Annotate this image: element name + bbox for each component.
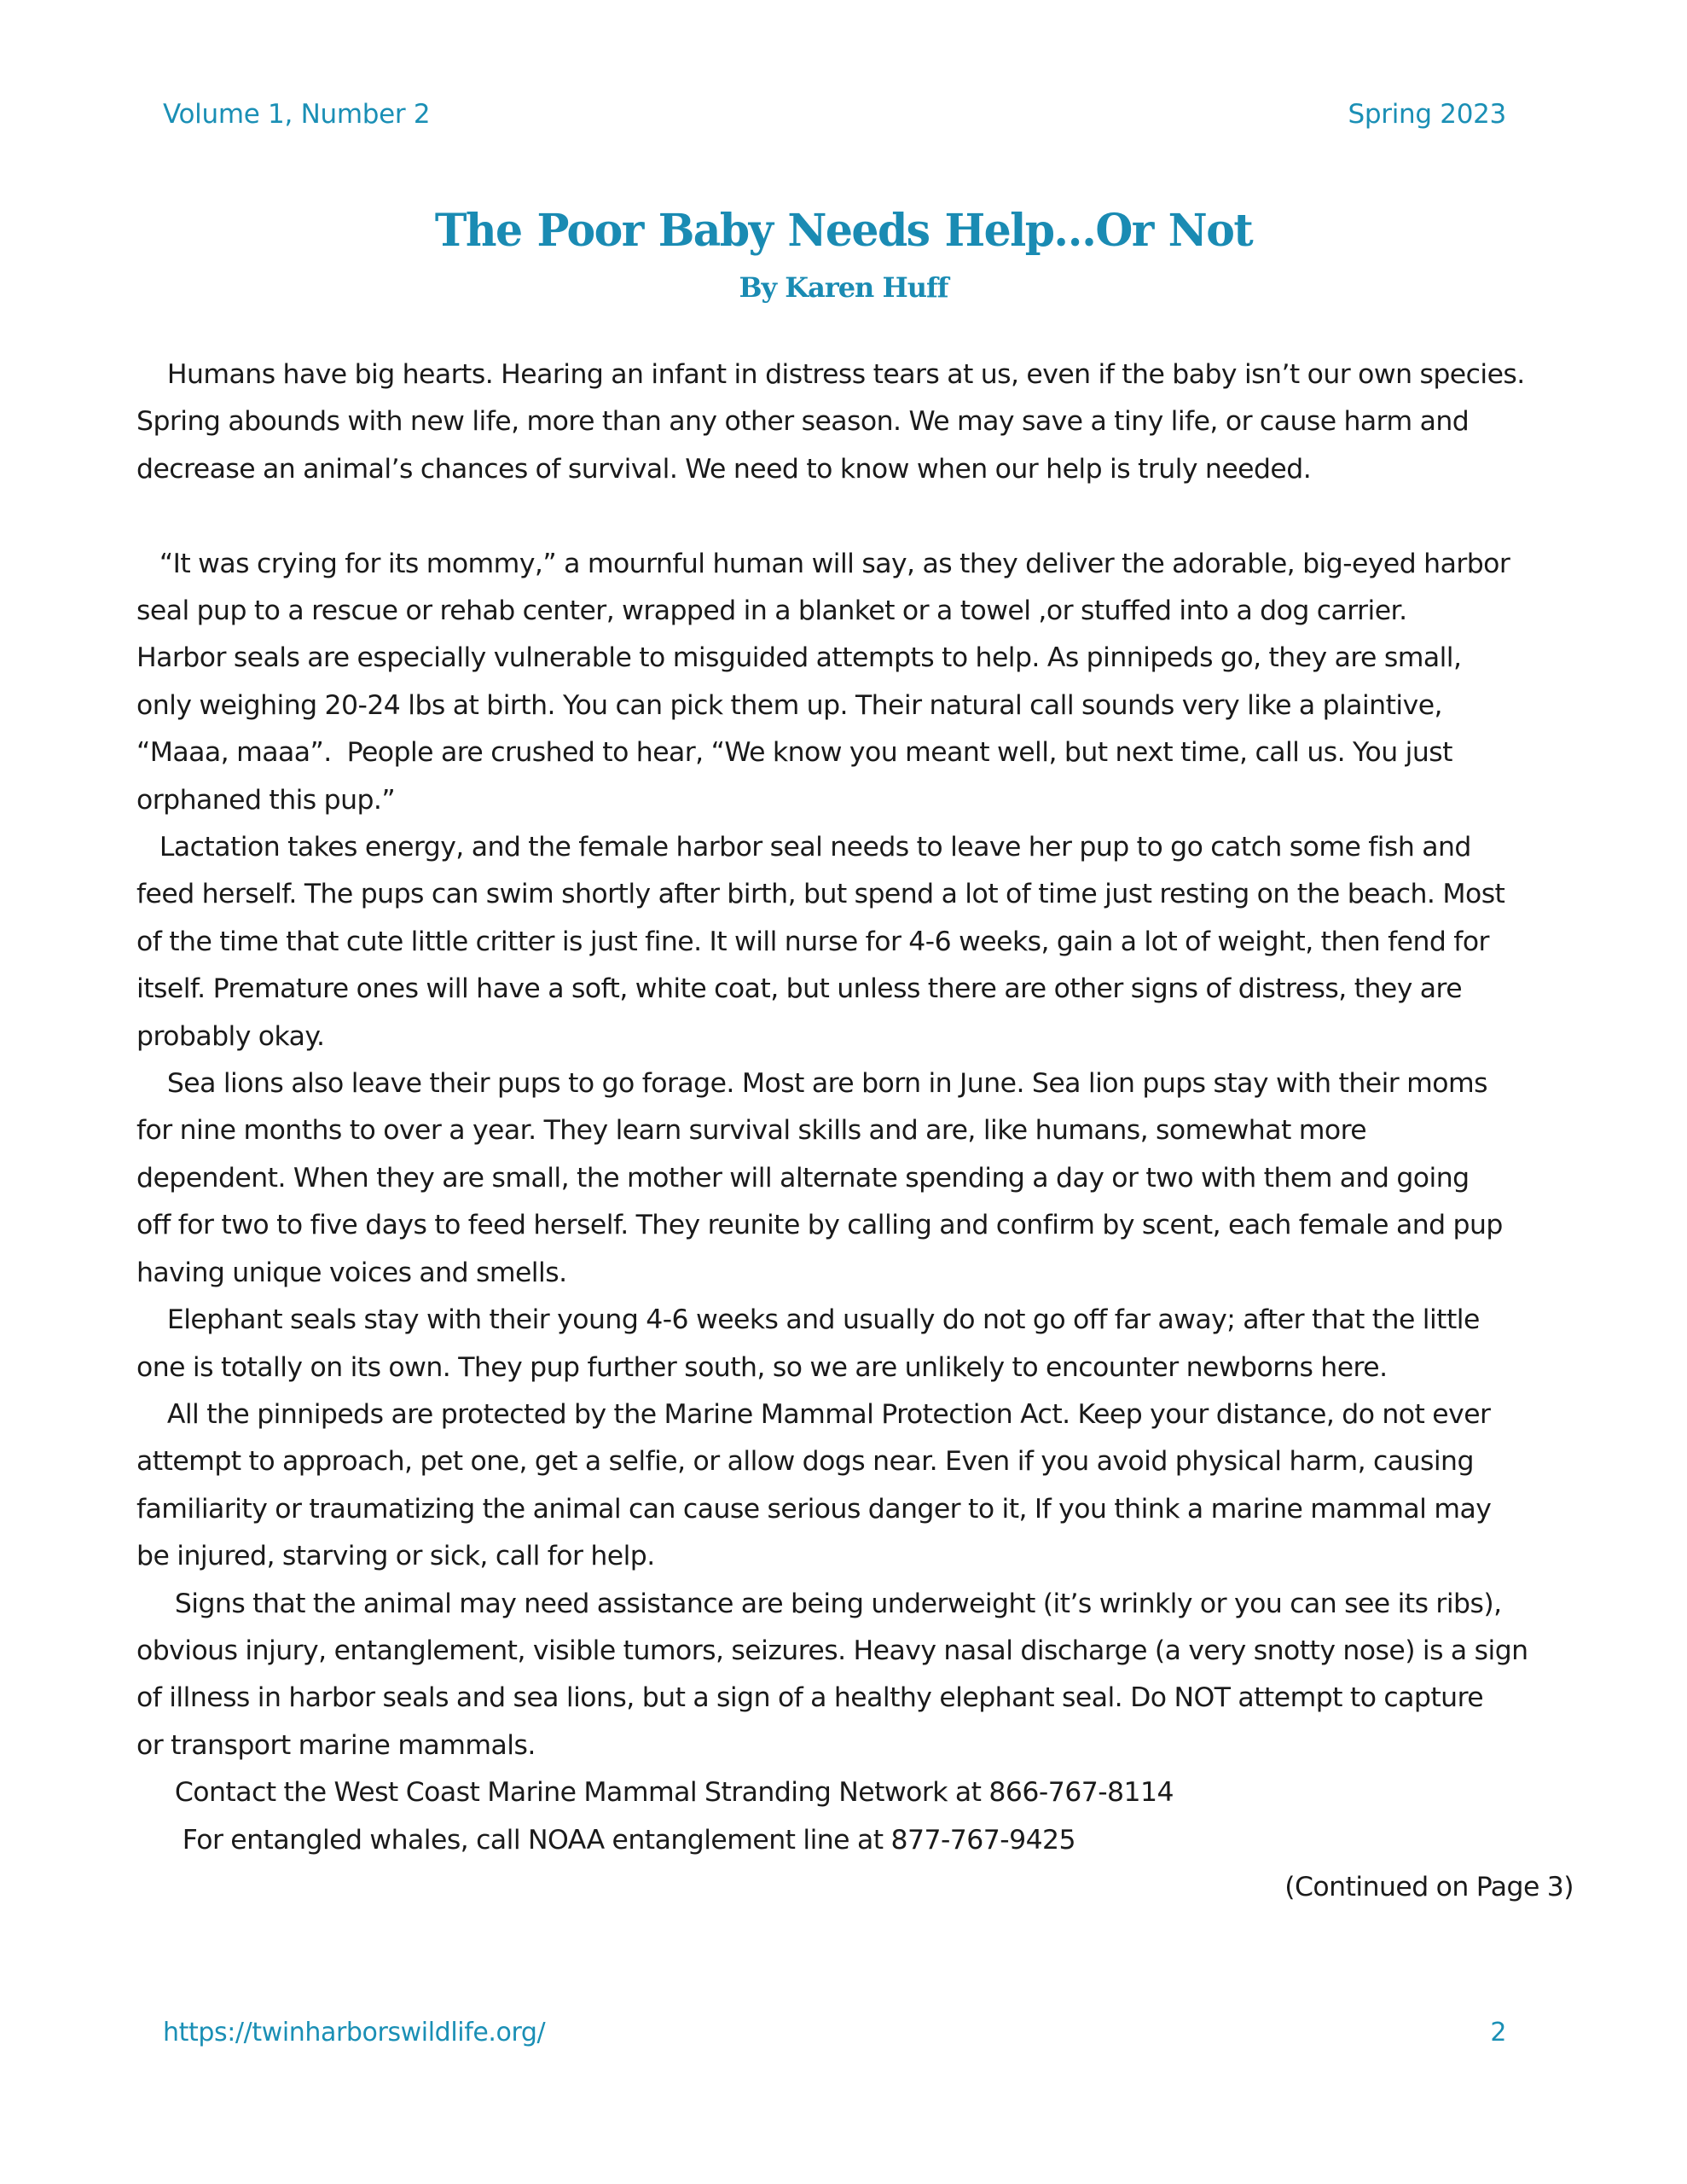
body-line: Harbor seals are especially vulnerable to misguided attempts to help. As pinnipeds go, they are small, xyxy=(136,642,1462,674)
body-line: Humans have big hearts. Hearing an infant in distress tears at us, even if the baby isn’t our own species. xyxy=(136,359,1525,390)
body-line: having unique voices and smells. xyxy=(136,1257,567,1288)
website-link[interactable]: https://twinharborswildlife.org/ xyxy=(163,2018,546,2048)
paragraph-gap xyxy=(136,493,1578,540)
body-line: itself. Premature ones will have a soft, white coat, but unless there are other signs of distress, they are xyxy=(136,973,1463,1005)
body-line: “It was crying for its mommy,” a mournful human will say, as they deliver the adorable, big-eyed harbor xyxy=(136,548,1510,579)
body-line: of the time that cute little critter is just fine. It will nurse for 4-6 weeks, gain a lot of weight, then fend for xyxy=(136,926,1489,957)
body-line: Lactation takes energy, and the female harbor seal needs to leave her pup to go catch some fish and xyxy=(136,832,1471,863)
continued-notice: (Continued on Page 3) xyxy=(1284,1871,1574,1902)
article-byline: By Karen Huff xyxy=(739,271,948,304)
body-line: orphaned this pup.” xyxy=(136,784,396,816)
body-line: Spring abounds with new life, more than any other season. We may save a tiny life, or cause harm and xyxy=(136,406,1470,438)
body-line: only weighing 20-24 lbs at birth. You can pick them up. Their natural call sounds very like a plaintive, xyxy=(136,689,1442,721)
body-line: familiarity or traumatizing the animal can cause serious danger to it, If you think a marine mammal may xyxy=(136,1493,1492,1525)
body-line: Signs that the animal may need assistance are being underweight (it’s wrinkly or you can see its ribs), xyxy=(136,1588,1502,1619)
body-line: off for two to five days to feed herself. They reunite by calling and confirm by scent, each female and pup xyxy=(136,1210,1503,1241)
body-line: Sea lions also leave their pups to go forage. Most are born in June. Sea lion pups stay with their moms xyxy=(136,1068,1488,1100)
article-body xyxy=(136,351,1578,1911)
body-line: feed herself. The pups can swim shortly after birth, but spend a lot of time just resting on the beach. Most xyxy=(136,879,1505,910)
page-number: 2 xyxy=(1490,2018,1506,2048)
body-line: Elephant seals stay with their young 4-6 weeks and usually do not go off far away; after that the little xyxy=(136,1304,1480,1336)
body-line: of illness in harbor seals and sea lions, but a sign of a healthy elephant seal. Do NOT attempt to capture xyxy=(136,1682,1484,1714)
body-line: be injured, starving or sick, call for help. xyxy=(136,1541,655,1572)
volume-number: Volume 1, Number 2 xyxy=(163,99,431,130)
body-line: dependent. When they are small, the mother will alternate spending a day or two with them and going xyxy=(136,1162,1470,1194)
body-line: All the pinnipeds are protected by the Marine Mammal Protection Act. Keep your distance, do not ever xyxy=(136,1398,1491,1430)
body-line: probably okay. xyxy=(136,1020,325,1052)
body-line: one is totally on its own. They pup further south, so we are unlikely to encounter newborns here. xyxy=(136,1351,1388,1383)
article-title: The Poor Baby Needs Help…Or Not xyxy=(434,205,1253,257)
body-line: seal pup to a rescue or rehab center, wrapped in a blanket or a towel ,or stuffed into a dog carrier. xyxy=(136,595,1407,627)
body-line: obvious injury, entanglement, visible tumors, seizures. Heavy nasal discharge (a very snotty nose) is a sign xyxy=(136,1635,1528,1666)
body-line: “Maaa, maaa”. People are crushed to hear, “We know you meant well, but next time, call us. You just xyxy=(136,737,1452,769)
body-line: decrease an animal’s chances of survival. We need to know when our help is truly needed. xyxy=(136,453,1312,485)
body-line: for nine months to over a year. They learn survival skills and are, like humans, somewhat more xyxy=(136,1115,1367,1147)
body-line: attempt to approach, pet one, get a selfie, or allow dogs near. Even if you avoid physical harm, causing xyxy=(136,1446,1474,1478)
noaa-entanglement-contact: For entangled whales, call NOAA entanglement line at 877-767-9425 xyxy=(136,1824,1076,1856)
stranding-network-contact: Contact the West Coast Marine Mammal Stranding Network at 866-767-8114 xyxy=(136,1777,1174,1809)
issue-season: Spring 2023 xyxy=(1348,99,1506,130)
body-line: or transport marine mammals. xyxy=(136,1729,536,1761)
